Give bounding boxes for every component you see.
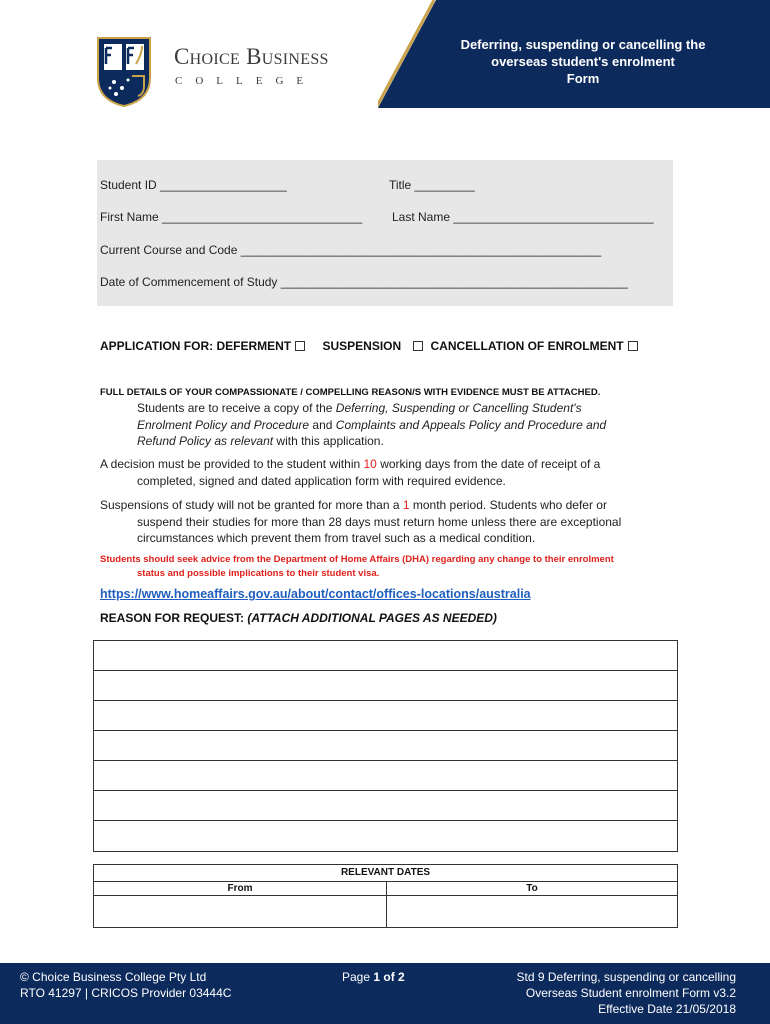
form-title-line-2: overseas student's enrolment	[491, 54, 675, 69]
first-name-field[interactable]: First Name ______________________________	[100, 210, 363, 224]
header-banner	[378, 0, 770, 108]
form-title	[408, 36, 758, 87]
course-code-field[interactable]: Current Course and Code ______________________________________________________	[100, 243, 602, 257]
decision-text-1: A decision must be provided to the student within	[100, 457, 364, 471]
application-prefix: APPLICATION FOR:	[100, 339, 214, 353]
reason-table	[93, 640, 678, 852]
relevant-dates-table	[93, 864, 678, 928]
footer-doc-title-1: Std 9 Deferring, suspending or cancelling	[516, 970, 736, 984]
page-prefix: Page	[342, 970, 374, 984]
suspension-months: 1	[402, 498, 410, 512]
from-column-header: From	[94, 882, 386, 896]
dha-advice-note	[100, 553, 614, 581]
to-date-cell[interactable]	[387, 896, 677, 927]
policy-text-1: Students are to receive a copy of the	[137, 401, 336, 415]
reason-heading	[100, 611, 497, 625]
suspension-text-2: month period. Students who defer or	[409, 498, 607, 512]
suspension-checkbox[interactable]	[413, 341, 423, 351]
decision-paragraph	[100, 456, 680, 489]
footer-company: © Choice Business College Pty Ltd	[20, 970, 207, 984]
form-title-line-1: Deferring, suspending or cancelling the	[460, 37, 706, 52]
application-type-line	[100, 339, 642, 353]
last-name-field[interactable]: Last Name ______________________________	[392, 210, 654, 224]
student-id-field[interactable]: Student ID ___________________	[100, 178, 287, 192]
cancellation-label: CANCELLATION OF ENROLMENT	[430, 339, 624, 353]
page-footer	[0, 963, 770, 1024]
dha-note-line-2: status and possible implications to their student visa.	[137, 568, 380, 579]
suspension-text-3: suspend their studies for more than 28 days must return home unless there are exceptional	[137, 514, 622, 529]
policy-italic-2: Enrolment Policy and Procedure	[137, 417, 310, 432]
reason-label: REASON FOR REQUEST:	[100, 611, 245, 625]
student-info-box	[97, 160, 673, 306]
reason-row-3[interactable]	[94, 701, 677, 731]
commencement-date-field[interactable]: Date of Commencement of Study ____________________________________________________	[100, 275, 628, 289]
footer-doc-title-2: Overseas Student enrolment Form v3.2	[525, 986, 736, 1000]
suspension-paragraph	[100, 497, 680, 547]
cancellation-checkbox[interactable]	[628, 341, 638, 351]
suspension-text-1: Suspensions of study will not be granted for more than a	[100, 498, 403, 512]
relevant-dates-heading: RELEVANT DATES	[94, 865, 677, 882]
reason-row-5[interactable]	[94, 761, 677, 791]
policy-text-2: and	[309, 417, 336, 432]
title-field[interactable]: Title _________	[389, 178, 475, 192]
reason-row-4[interactable]	[94, 731, 677, 761]
suspension-text-4: circumstances which prevent them from travel such as a medical condition.	[137, 531, 536, 545]
page-of: of	[380, 970, 399, 984]
decision-days: 10	[363, 457, 377, 471]
reason-row-7[interactable]	[94, 821, 677, 851]
footer-rto: RTO 41297 | CRICOS Provider 03444C	[20, 986, 232, 1000]
deferment-label: DEFERMENT	[216, 339, 292, 353]
page-current: 1	[373, 970, 381, 984]
from-date-cell[interactable]	[94, 896, 386, 927]
policy-text-3: with this application.	[273, 434, 384, 448]
footer-page-number	[342, 969, 405, 985]
decision-text-2: working days from the date of receipt of a	[376, 457, 601, 471]
policy-paragraph	[100, 400, 680, 450]
page-total: 2	[398, 970, 405, 984]
college-logo	[96, 34, 152, 108]
footer-copyright	[20, 969, 231, 1001]
brand-name: Choice Business	[174, 44, 329, 69]
evidence-notice: FULL DETAILS OF YOUR COMPASSIONATE / COMPELLING REASON/S WITH EVIDENCE MUST BE ATTACHED.	[100, 387, 601, 398]
reason-note: (ATTACH ADDITIONAL PAGES AS NEEDED)	[247, 611, 497, 625]
form-title-line-3: Form	[566, 71, 600, 86]
policy-italic-4: Refund Policy as relevant	[137, 434, 274, 448]
home-affairs-link[interactable]: https://www.homeaffairs.gov.au/about/contact/offices-locations/australia	[100, 587, 531, 601]
reason-row-2[interactable]	[94, 671, 677, 701]
reason-row-1[interactable]	[94, 641, 677, 671]
shield-icon	[96, 34, 152, 108]
dha-note-line-1: Students should seek advice from the Department of Home Affairs (DHA) regarding any change to their enrolment	[100, 554, 614, 565]
suspension-label: SUSPENSION	[322, 339, 402, 353]
footer-document-info	[517, 969, 736, 1017]
brand-subtitle: COLLEGE	[175, 75, 317, 87]
reason-row-6[interactable]	[94, 791, 677, 821]
policy-italic-3: Complaints and Appeals Policy and Procedure and	[335, 417, 607, 432]
footer-effective-date: Effective Date 21/05/2018	[598, 1002, 736, 1016]
to-column-header: To	[387, 882, 677, 896]
deferment-checkbox[interactable]	[295, 341, 305, 351]
decision-text-3: completed, signed and dated application form with required evidence.	[137, 473, 506, 488]
policy-italic-1: Deferring, Suspending or Cancelling Student's	[335, 401, 582, 415]
